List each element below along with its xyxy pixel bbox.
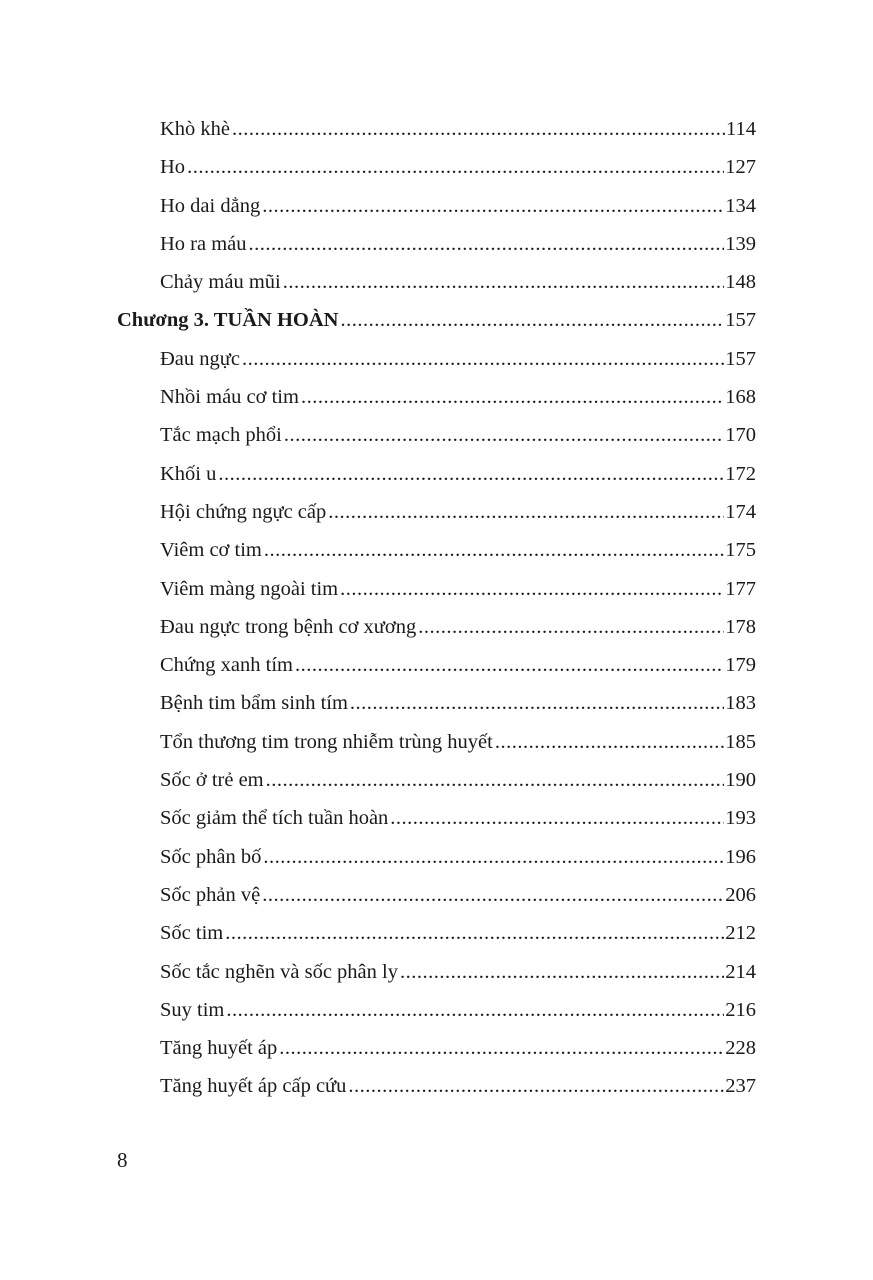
toc-entry-page: 157 xyxy=(725,347,756,370)
toc-entry-title: Viêm màng ngoài tim xyxy=(160,577,339,600)
toc-entry-page: 148 xyxy=(725,271,756,294)
toc-entry-page: 193 xyxy=(725,807,756,830)
table-of-contents xyxy=(0,110,873,1106)
toc-entry-page: 216 xyxy=(725,998,756,1021)
toc-entry-title: Ho ra máu xyxy=(160,232,247,255)
toc-entry xyxy=(0,838,873,876)
toc-entry xyxy=(0,646,873,684)
dot-leader xyxy=(264,531,724,569)
dot-leader xyxy=(262,876,724,914)
dot-leader xyxy=(295,646,724,684)
dot-leader xyxy=(350,684,724,722)
toc-entry xyxy=(0,148,873,186)
toc-entry-page: 177 xyxy=(725,577,756,600)
dot-leader xyxy=(301,378,724,416)
toc-entry-title: Sốc ở trẻ em xyxy=(160,769,264,792)
toc-entry-page: 174 xyxy=(725,500,756,523)
dot-leader xyxy=(495,723,724,761)
toc-entry-page: 214 xyxy=(725,960,756,983)
toc-entry-title: Sốc phân bố xyxy=(160,845,262,868)
toc-entry-page: 179 xyxy=(725,654,756,677)
toc-entry xyxy=(0,493,873,531)
dot-leader xyxy=(266,761,725,799)
toc-entry-title: Sốc giảm thể tích tuần hoàn xyxy=(160,807,389,830)
dot-leader xyxy=(218,455,724,493)
toc-entry-title: Tắc mạch phổi xyxy=(160,424,282,447)
dot-leader xyxy=(249,225,725,263)
dot-leader xyxy=(242,340,724,378)
dot-leader xyxy=(232,110,725,148)
toc-entry xyxy=(0,225,873,263)
dot-leader xyxy=(390,799,724,837)
toc-chapter-page: 157 xyxy=(725,309,756,332)
dot-leader xyxy=(283,263,725,301)
dot-leader xyxy=(340,570,724,608)
dot-leader xyxy=(263,838,724,876)
toc-entry xyxy=(0,570,873,608)
toc-entry xyxy=(0,340,873,378)
toc-entry xyxy=(0,187,873,225)
toc-entry-title: Bệnh tim bẩm sinh tím xyxy=(160,692,348,715)
toc-entry xyxy=(0,378,873,416)
toc-entry-page: 237 xyxy=(725,1075,756,1098)
page-number: 8 xyxy=(117,1148,128,1172)
toc-entry-title: Tổn thương tim trong nhiễm trùng huyết xyxy=(160,730,493,753)
toc-entry xyxy=(0,263,873,301)
toc-entry xyxy=(0,1029,873,1067)
toc-entry-title: Suy tim xyxy=(160,998,225,1021)
toc-entry-title: Ho dai dẳng xyxy=(160,194,261,217)
toc-entry-page: 178 xyxy=(725,615,756,638)
toc-chapter-title: Chương 3. TUẦN HOÀN xyxy=(117,309,339,332)
dot-leader xyxy=(262,187,724,225)
toc-entry-page: 139 xyxy=(725,232,756,255)
toc-entry-page: 190 xyxy=(725,769,756,792)
toc-entry xyxy=(0,876,873,914)
toc-entry xyxy=(0,953,873,991)
dot-leader xyxy=(187,148,724,186)
toc-entry xyxy=(0,455,873,493)
dot-leader xyxy=(348,1067,724,1105)
toc-entry xyxy=(0,761,873,799)
toc-entry xyxy=(0,684,873,722)
toc-entry-title: Tăng huyết áp xyxy=(160,1037,278,1060)
toc-entry-title: Sốc tắc nghẽn và sốc phân ly xyxy=(160,960,398,983)
toc-entry xyxy=(0,531,873,569)
toc-entry-title: Hội chứng ngực cấp xyxy=(160,500,327,523)
dot-leader xyxy=(328,493,724,531)
toc-entry xyxy=(0,723,873,761)
toc-entry-title: Khò khè xyxy=(160,118,231,140)
dot-leader xyxy=(225,914,724,952)
toc-entry-page: 206 xyxy=(725,883,756,906)
dot-leader xyxy=(340,301,724,339)
toc-entry xyxy=(0,1067,873,1105)
toc-entry xyxy=(0,416,873,454)
toc-entry-title: Nhồi máu cơ tim xyxy=(160,386,299,409)
toc-entry-title: Chảy máu mũi xyxy=(160,271,281,294)
toc-entry-page: 134 xyxy=(725,194,756,217)
toc-entry-page: 212 xyxy=(725,922,756,945)
toc-entry-page: 183 xyxy=(725,692,756,715)
toc-chapter-heading xyxy=(0,301,873,339)
toc-entry-title: Ho xyxy=(160,156,186,179)
toc-entry-page: 168 xyxy=(725,386,756,409)
toc-entry-title: Chứng xanh tím xyxy=(160,654,293,677)
toc-entry-page: 196 xyxy=(725,845,756,868)
toc-entry xyxy=(0,799,873,837)
toc-entry-page: 175 xyxy=(725,539,756,562)
toc-entry-title: Tăng huyết áp cấp cứu xyxy=(160,1075,347,1098)
dot-leader xyxy=(226,991,724,1029)
dot-leader xyxy=(284,416,724,454)
dot-leader xyxy=(400,953,724,991)
toc-entry-page: 127 xyxy=(725,156,756,179)
toc-entry-title: Viêm cơ tim xyxy=(160,539,262,562)
toc-entry-title: Sốc phản vệ xyxy=(160,883,261,906)
toc-entry-page: 114 xyxy=(726,118,756,140)
toc-entry-page: 170 xyxy=(725,424,756,447)
dot-leader xyxy=(418,608,724,646)
toc-entry-title: Đau ngực trong bệnh cơ xương xyxy=(160,615,417,638)
dot-leader xyxy=(279,1029,724,1067)
toc-entry-page: 172 xyxy=(725,462,756,485)
toc-entry xyxy=(0,608,873,646)
toc-entry-title: Sốc tim xyxy=(160,922,224,945)
toc-entry-page: 228 xyxy=(725,1037,756,1060)
toc-entry xyxy=(0,991,873,1029)
toc-entry-title: Khối u xyxy=(160,462,217,485)
toc-entry xyxy=(0,914,873,952)
toc-entry xyxy=(0,110,873,148)
toc-entry-page: 185 xyxy=(725,730,756,753)
toc-entry-title: Đau ngực xyxy=(160,347,240,370)
